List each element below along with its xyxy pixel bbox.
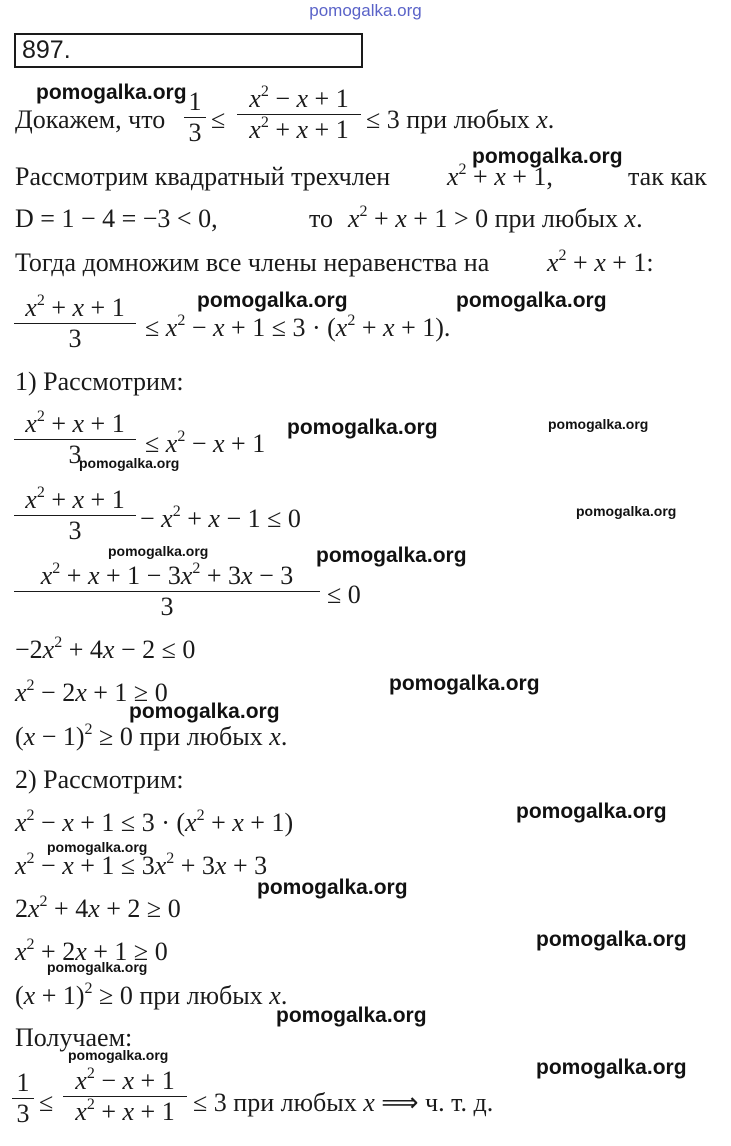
watermark: pomogalka.org xyxy=(536,928,687,951)
watermark: pomogalka.org xyxy=(129,700,280,723)
multiply-text: Тогда домножим все члены неравенства на xyxy=(15,248,490,277)
problem-number-box xyxy=(14,33,363,68)
step1-line-6: $(x - 1)^2 \ge 0$ при любых x. xyxy=(15,721,288,751)
step2-line-2: $x^2 - x + 1 \le 3x^2 + 3x + 3$ xyxy=(15,850,268,880)
watermark: pomogalka.org xyxy=(472,145,623,168)
step2-line-4: $x^2 + 2x + 1 \ge 0$ xyxy=(15,936,168,966)
watermark: pomogalka.org xyxy=(68,1047,169,1063)
step1-label: 1) Рассмотрим: xyxy=(15,367,184,396)
watermark: pomogalka.org xyxy=(36,81,187,104)
watermark: pomogalka.org xyxy=(276,1004,427,1027)
problem-number: 897. xyxy=(22,36,71,64)
step2-line-5: $(x + 1)^2 \ge 0$ при любых x. xyxy=(15,980,288,1010)
then-text: то xyxy=(309,204,334,233)
watermark: pomogalka.org xyxy=(108,543,209,559)
step1-fraction: $x^2 + x + 1$ 3 xyxy=(14,409,136,470)
watermark: pomogalka.org xyxy=(197,289,348,312)
site-url-header[interactable]: pomogalka.org xyxy=(309,1,422,20)
watermark: pomogalka.org xyxy=(316,544,467,567)
ineq-chain: ≤ $x^2 - x + 1 \le 3 \cdot (x^2 + x + 1)$. xyxy=(145,312,451,342)
watermark: pomogalka.org xyxy=(516,800,667,823)
watermark: pomogalka.org xyxy=(456,289,607,312)
intro-text: Докажем, что xyxy=(15,105,166,134)
step2-label: 2) Рассмотрим: xyxy=(15,765,184,794)
ineq-fraction: $x^2 + x + 1$ 3 xyxy=(14,293,136,354)
watermark: pomogalka.org xyxy=(257,876,408,899)
step2-line-1: $x^2 - x + 1 \le 3 \cdot (x^2 + x + 1)$ xyxy=(15,807,294,837)
watermark: pomogalka.org xyxy=(536,1056,687,1079)
watermark: pomogalka.org xyxy=(389,672,540,695)
discriminant: D = 1 − 4 = −3 < 0, xyxy=(15,204,218,233)
watermark: pomogalka.org xyxy=(79,455,180,471)
final-one-third: 1 3 xyxy=(12,1068,34,1129)
main-fraction: $x^2 - x + 1$ $x^2 + x + 1$ xyxy=(237,84,361,145)
result-label: Получаем: xyxy=(15,1023,133,1052)
step1-line-4: $-2x^2 + 4x - 2 \le 0$ xyxy=(15,634,196,664)
final-tail: ≤ 3 при любых x ⟹ ч. т. д. xyxy=(193,1088,494,1117)
watermark: pomogalka.org xyxy=(548,416,649,432)
watermark: pomogalka.org xyxy=(47,839,148,855)
intro-tail: ≤ 3 при любых x. xyxy=(366,105,555,134)
step2-line-3: $2x^2 + 4x + 2 \ge 0$ xyxy=(15,893,181,923)
since-text: так как xyxy=(628,162,707,191)
fraction-one-third: 1 3 xyxy=(184,87,206,148)
multiply-expr: $x^2 + x + 1$: xyxy=(547,247,654,277)
step1-fraction-2: $x^2 + x + 1$ 3 xyxy=(14,485,136,546)
trinomial-expr: $x^2 + x + 1$, xyxy=(447,161,553,191)
positive-expr: $x^2 + x + 1 > 0$ при любых x. xyxy=(348,203,643,233)
watermark: pomogalka.org xyxy=(287,416,438,439)
step1-fraction-3: $x^2 + x + 1 - 3x^2 + 3x - 3$ 3 xyxy=(14,561,320,622)
watermark: pomogalka.org xyxy=(47,959,148,975)
trinomial-text: Рассмотрим квадратный трехчлен xyxy=(15,162,391,191)
watermark: pomogalka.org xyxy=(576,503,677,519)
final-fraction: $x^2 - x + 1$ $x^2 + x + 1$ xyxy=(63,1066,187,1127)
step1-line-5: $x^2 - 2x + 1 \ge 0$ xyxy=(15,677,168,707)
